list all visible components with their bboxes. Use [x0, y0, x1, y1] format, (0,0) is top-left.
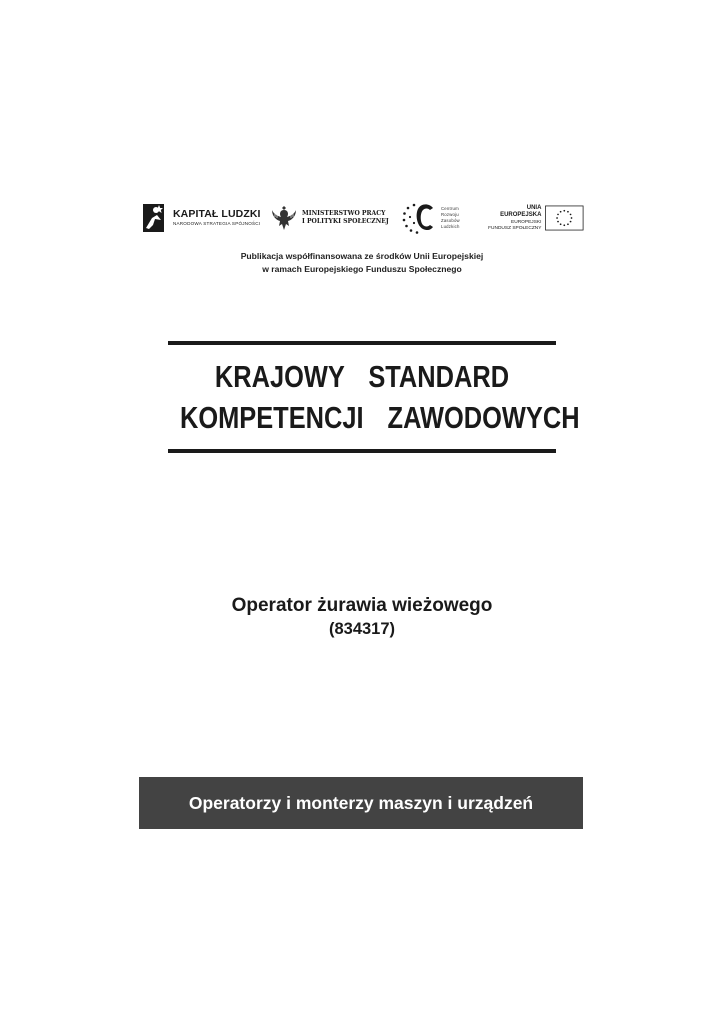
kapital-ludzki-logo — [140, 196, 261, 240]
centrum-line: Centrum — [441, 206, 459, 212]
centrum-star-ring-icon — [400, 198, 440, 238]
occupation-group-bar — [139, 777, 583, 829]
standard-title-line1: KRAJOWY STANDARD — [214, 359, 510, 394]
standard-title-line2: KOMPETENCJI ZAWODOWYCH — [179, 400, 580, 435]
occupation-block — [0, 594, 724, 640]
kapital-ludzki-subtitle: NARODOWA STRATEGIA SPÓJNOŚCI — [173, 220, 261, 226]
title-rule-top — [168, 341, 556, 345]
kapital-ludzki-title: KAPITAŁ LUDZKI — [173, 208, 261, 221]
centrum-line: Ludzkich — [441, 223, 460, 229]
logo-strip — [140, 196, 584, 240]
title-rule-bottom — [168, 449, 556, 453]
funding-note-line2: w ramach Europejskiego Funduszu Społecznego — [262, 264, 462, 274]
ministry-name-line2: I POLITYKI SPOŁECZNEJ — [302, 218, 389, 225]
standard-title — [179, 356, 580, 438]
eu-logo — [486, 196, 584, 240]
eu-line2: FUNDUSZ SPOŁECZNY — [488, 225, 542, 231]
occupation-group-label: Operatorzy i monterzy maszyn i urządzeń — [188, 792, 534, 813]
occupation-name: Operator żurawia wieżowego — [231, 595, 493, 616]
eu-flag-icon — [545, 205, 584, 231]
eu-line1: EUROPEJSKI — [511, 219, 542, 225]
ministry-logo — [271, 196, 389, 240]
centrum-line: Rozwoju — [441, 212, 459, 218]
funding-note-line1: Publikacja współfinansowana ze środków Unii Europejskiej — [240, 251, 484, 261]
centrum-logo — [400, 196, 460, 240]
centrum-line: Zasobów — [441, 218, 460, 223]
eu-title: UNIA EUROPEJSKA — [500, 204, 542, 218]
funding-note — [0, 250, 724, 276]
polish-eagle-icon — [271, 203, 297, 233]
kapital-ludzki-emblem-icon — [140, 201, 168, 235]
ministry-name-line1: MINISTERSTWO PRACY — [302, 210, 386, 218]
occupation-code: (834317) — [328, 620, 396, 638]
